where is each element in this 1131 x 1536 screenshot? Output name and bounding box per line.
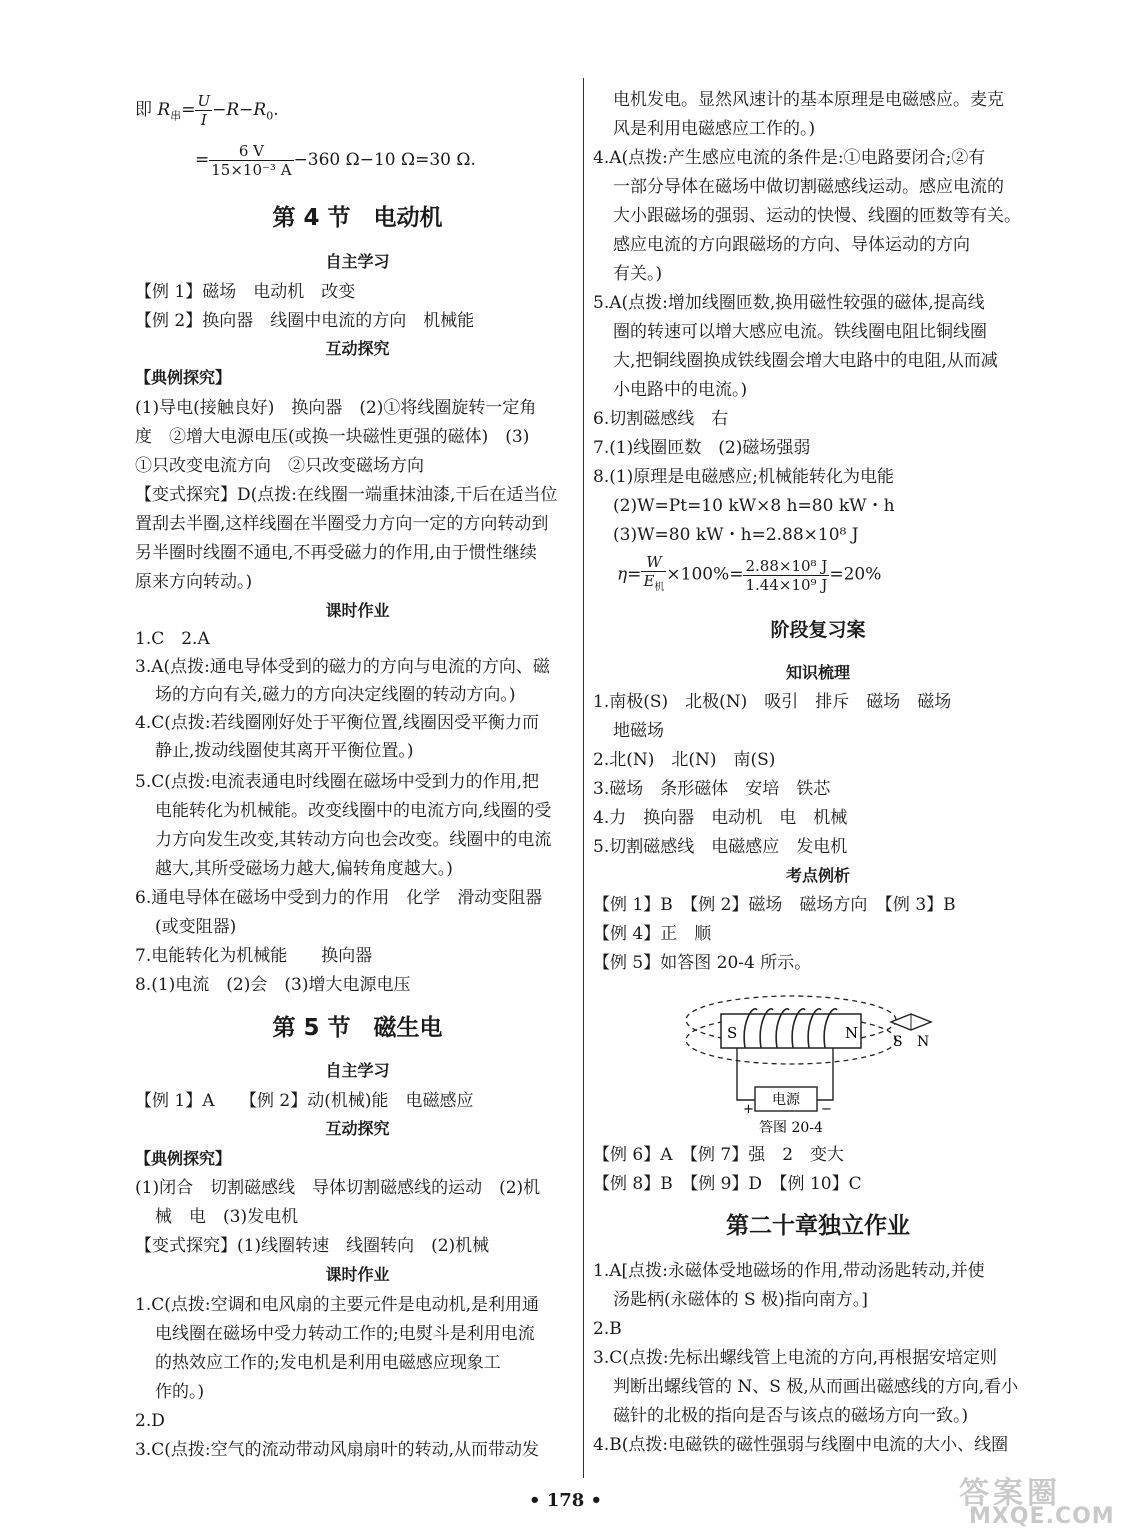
r-q5-b: 圈的转速可以增大感应电流。铁线圈电阻比铜线圈 <box>613 322 987 342</box>
frac-den-e: E <box>643 572 655 590</box>
eq2-prefix: = <box>195 150 210 170</box>
equation-resistance: 即 $R_串=$ $\frac{U}{I}$ $-R-R_0$. <box>135 92 279 129</box>
r-s2: 2.北(N) 北(N) 南(S) <box>593 750 776 770</box>
r-q8-b: (2)W=Pt=10 kW×8 h=80 kW・h <box>613 496 895 516</box>
fraction-u-over-i <box>195 92 212 129</box>
equation-result <box>195 142 476 179</box>
l4-typical-line-2: 度 ②增大电源电压(或换一块磁性更强的磁体) (3) <box>135 427 530 447</box>
eq-end: . <box>273 100 279 120</box>
eta-mid: ×100%= <box>666 564 744 585</box>
heading-knowledge: 知识梳理 <box>785 663 850 682</box>
l4-variant-line-1: 【变式探究】D(点拨:在线圈一端重抹油漆,干后在适当位 <box>135 485 558 505</box>
heading-self-study: 自主学习 <box>325 252 390 271</box>
chapter-20-title: 第二十章独立作业 <box>726 1213 910 1239</box>
l4-hw-3a: 3.A(点拨:通电导体受到的磁力的方向与电流的方向、磁 <box>135 657 550 677</box>
eq-rest: −R−R <box>212 100 267 120</box>
l5-variant-line-1: 【变式探究】(1)线圈转速 线圈转向 (2)机械 <box>135 1236 490 1256</box>
fraction-energy <box>743 557 829 594</box>
l4-hw-1: 1.C 2.A <box>135 629 210 649</box>
plus-terminal: + <box>743 1102 754 1117</box>
heading-typical-example-5: 【典例探究】 <box>135 1149 232 1168</box>
l4-example-1: 【例 1】磁场 电动机 改变 <box>135 282 356 302</box>
eq2-rest: −360 Ω−10 Ω=30 Ω. <box>293 150 476 170</box>
r-s1-a: 1.南极(S) 北极(N) 吸引 排斥 磁场 磁场 <box>593 692 952 712</box>
l4-typical-line-3: ①只改变电流方向 ②只改变磁场方向 <box>135 456 424 476</box>
solenoid-n-label: N <box>845 1024 859 1042</box>
watermark <box>935 1468 1125 1532</box>
l5-hw-1d: 作的。) <box>155 1382 205 1402</box>
eta-end: =20% <box>829 564 882 585</box>
minus-terminal: − <box>821 1102 832 1117</box>
column-divider <box>583 78 584 1478</box>
l4-example-2: 【例 2】换向器 线圈中电流的方向 机械能 <box>135 311 475 331</box>
efficiency-equation <box>617 553 881 597</box>
needle-s-label: S <box>893 1034 903 1050</box>
r-c3-b: 判断出螺线管的 N、S 极,从而画出磁感线的方向,看小 <box>613 1377 1019 1397</box>
section-5-title: 第 5 节 磁生电 <box>272 1015 443 1041</box>
r-e1: 【例 1】B 【例 2】磁场 磁场方向 【例 3】B <box>593 895 956 915</box>
heading-self-study-5: 自主学习 <box>325 1061 390 1080</box>
r-q4-a: 4.A(点拨:产生感应电流的条件是:①电路要闭合;②有 <box>593 148 986 168</box>
r-q4-e: 有关。) <box>613 264 663 284</box>
l4-hw-4b: 静止,拨动线圈使其离开平衡位置。) <box>155 741 414 761</box>
r-line-1: 电机发电。显然风速计的基本原理是电磁感应。麦克 <box>613 90 1004 110</box>
l4-hw-4a: 4.C(点拨:若线圈刚好处于平衡位置,线圈因受平衡力而 <box>135 713 539 733</box>
r-q5-c: 大,把铜线圈换成铁线圈会增大电路中的电阻,从而减 <box>613 351 998 371</box>
r-s4: 4.力 换向器 电动机 电 机械 <box>593 808 848 828</box>
l4-hw-5b: 电能转化为机械能。改变线圈中的电流方向,线圈的受 <box>155 801 552 821</box>
frac-den: 15×10⁻³ A <box>211 161 292 179</box>
eq-sub: 串 <box>170 109 182 123</box>
l4-hw-8: 8.(1)电流 (2)会 (3)增大电源电压 <box>135 975 411 995</box>
heading-homework: 课时作业 <box>325 601 390 620</box>
l5-hw-2: 2.D <box>135 1411 165 1431</box>
r-c3-a: 3.C(点拨:先标出螺线管上电流的方向,再根据安培定则 <box>593 1348 997 1368</box>
r-q7: 7.(1)线圈匝数 (2)磁场强弱 <box>593 438 811 458</box>
heading-interactive-5: 互动探究 <box>325 1119 390 1138</box>
needle-n-label: N <box>917 1034 930 1050</box>
eq-sub0: 0 <box>266 109 274 123</box>
fraction-voltage-current <box>209 142 293 179</box>
r-e6: 【例 6】A 【例 7】强 2 变大 <box>593 1145 845 1165</box>
frac-den-sub: 机 <box>654 582 665 593</box>
l4-hw-5d: 越大,其所受磁场力越大,偏转角度越大。) <box>155 859 453 879</box>
eta-prefix: η= <box>617 564 642 585</box>
heading-homework-5: 课时作业 <box>325 1265 390 1284</box>
eq-prefix: 即 <box>135 100 152 120</box>
frac-num: W <box>641 553 666 572</box>
frac-den <box>641 572 666 597</box>
l5-examples: 【例 1】A 【例 2】动(机械)能 电磁感应 <box>135 1091 474 1111</box>
heading-exam-points: 考点例析 <box>785 866 850 885</box>
r-q8-c: (3)W=80 kW・h=2.88×10⁸ J <box>613 525 859 545</box>
figure-20-4 <box>683 982 1043 1137</box>
l4-variant-line-4: 原来方向转动。) <box>135 572 253 592</box>
l5-typical-line-2: 械 电 (3)发电机 <box>155 1207 299 1227</box>
l5-hw-1b: 电线圈在磁场中受力转动工作的;电熨斗是利用电流 <box>155 1324 535 1344</box>
frac-den: I <box>200 111 207 129</box>
l4-hw-3b: 场的方向有关,磁力的方向决定线圈的转动方向。) <box>155 685 516 705</box>
section-4-title: 第 4 节 电动机 <box>272 205 443 231</box>
r-s5: 5.切割磁感线 电磁感应 发电机 <box>593 837 848 857</box>
r-c4-a: 4.B(点拨:电磁铁的磁性强弱与线圈中电流的大小、线圈 <box>593 1435 1009 1455</box>
solenoid-core <box>721 1014 861 1048</box>
heading-interactive: 互动探究 <box>325 339 390 358</box>
l4-hw-6a: 6.通电导体在磁场中受到力的作用 化学 滑动变阻器 <box>135 888 543 908</box>
l5-hw-1a: 1.C(点拨:空调和电风扇的主要元件是电动机,是利用通 <box>135 1295 539 1315</box>
r-q5-d: 小电路中的电流。) <box>613 380 748 400</box>
l4-hw-5a: 5.C(点拨:电流表通电时线圈在磁场中受到力的作用,把 <box>135 772 539 792</box>
watermark-line-1: 答案圈 <box>959 1476 1061 1511</box>
figure-caption: 答图 20-4 <box>759 1120 823 1136</box>
watermark-line-2: MXQE.COM <box>969 1504 1115 1529</box>
r-e8: 【例 8】B 【例 9】D 【例 10】C <box>593 1174 862 1194</box>
l4-hw-5c: 力方向发生改变,其转动方向也会改变。线圈中的电流 <box>155 830 552 850</box>
r-q6: 6.切割磁感线 右 <box>593 409 729 429</box>
r-q8-a: 8.(1)原理是电磁感应;机械能转化为电能 <box>593 467 895 487</box>
r-c2: 2.B <box>593 1319 622 1339</box>
r-q4-c: 大小跟磁场的强弱、运动的快慢、线圈的匝数等有关。 <box>613 206 1021 226</box>
l4-hw-7: 7.电能转化为机械能 换向器 <box>135 946 373 966</box>
r-e4: 【例 4】正 顺 <box>593 924 712 944</box>
r-c3-c: 磁针的北极的指向是否与该点的磁场方向一致。) <box>613 1406 969 1426</box>
heading-typical-example: 【典例探究】 <box>135 368 232 387</box>
frac-num: U <box>197 92 211 110</box>
power-source-label: 电源 <box>772 1092 800 1108</box>
solenoid-s-label: S <box>727 1024 738 1042</box>
r-line-2: 风是利用电磁感应工作的。) <box>613 119 816 139</box>
page-number: • 178 • <box>528 1490 603 1511</box>
l5-hw-1c: 的热效应工作的;发电机是利用电磁感应现象工 <box>155 1353 501 1373</box>
frac-num-2: 2.88×10⁸ J <box>745 556 828 575</box>
l4-variant-line-2: 置刮去半圈,这样线圈在半圈受力方向一定的方向转动到 <box>135 514 549 534</box>
r-s1-b: 地磁场 <box>613 721 664 741</box>
frac-den-2: 1.44×10⁹ J <box>745 575 828 594</box>
r-s3: 3.磁场 条形磁体 安培 铁芯 <box>593 779 831 799</box>
l5-typical-line-1: (1)闭合 切割磁感线 导体切割磁感线的运动 (2)机 <box>135 1178 541 1198</box>
l5-hw-3a: 3.C(点拨:空气的流动带动风扇扇叶的转动,从而带动发 <box>135 1440 539 1460</box>
fraction-w-over-e <box>641 553 666 597</box>
heading-stage-review: 阶段复习案 <box>770 619 866 641</box>
r-c1-a: 1.A[点拨:永磁体受地磁场的作用,带动汤匙转动,并使 <box>593 1261 985 1281</box>
r-e5: 【例 5】如答图 20-4 所示。 <box>593 953 812 973</box>
r-q4-d: 感应电流的方向跟磁场的方向、导体运动的方向 <box>613 235 970 255</box>
eq-symbol-r: R <box>157 100 171 120</box>
r-c1-b: 汤匙柄(永磁体的 S 极)指向南方。] <box>613 1290 868 1310</box>
l4-typical-line-1: (1)导电(接触良好) 换向器 (2)①将线圈旋转一定角 <box>135 398 537 418</box>
l4-hw-6b: (或变阻器) <box>155 917 237 937</box>
r-q5-a: 5.A(点拨:增加线圈匝数,换用磁性较强的磁体,提高线 <box>593 293 985 313</box>
frac-num: 6 V <box>209 142 293 161</box>
l4-variant-line-3: 另半圈时线圈不通电,不再受磁力的作用,由于惯性继续 <box>135 543 537 563</box>
r-q4-b: 一部分导体在磁场中做切割磁感线运动。感应电流的 <box>613 177 1004 197</box>
